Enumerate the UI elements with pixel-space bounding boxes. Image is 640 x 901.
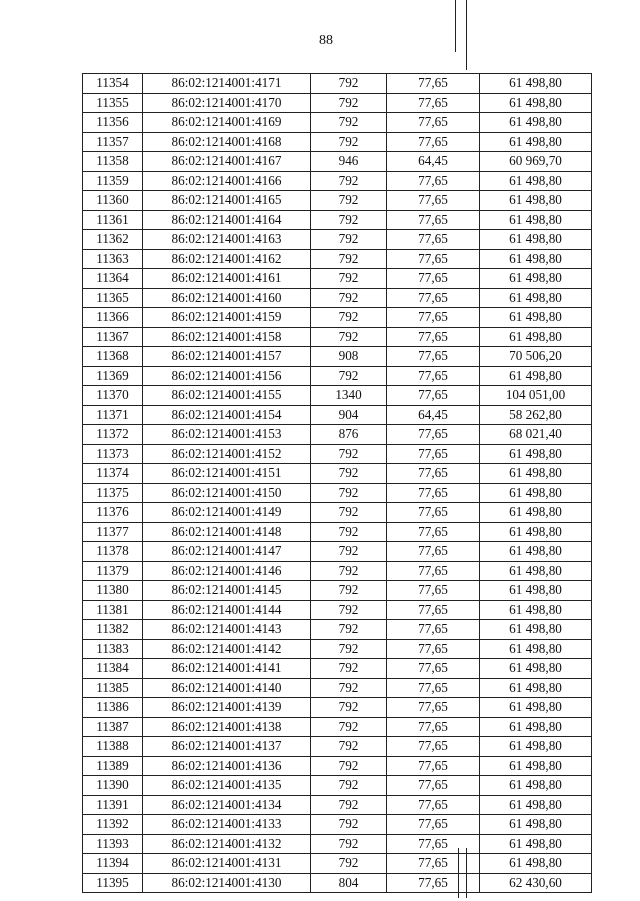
table-row — [83, 483, 592, 503]
row-number-cell: 11372 — [83, 425, 143, 445]
row-number-cell: 11394 — [83, 854, 143, 874]
table-row — [83, 464, 592, 484]
row-number-cell: 11386 — [83, 698, 143, 718]
cadastral-number-cell: 86:02:1214001:4156 — [143, 366, 311, 386]
rate-cell: 77,65 — [387, 600, 480, 620]
area-cell: 792 — [311, 542, 387, 562]
row-number-cell: 11377 — [83, 522, 143, 542]
amount-cell: 61 498,80 — [480, 210, 592, 230]
rate-cell: 77,65 — [387, 288, 480, 308]
area-cell: 792 — [311, 776, 387, 796]
amount-cell: 61 498,80 — [480, 288, 592, 308]
row-number-cell: 11365 — [83, 288, 143, 308]
area-cell: 792 — [311, 249, 387, 269]
amount-cell: 61 498,80 — [480, 815, 592, 835]
area-cell: 792 — [311, 464, 387, 484]
rate-cell: 77,65 — [387, 191, 480, 211]
table-row — [83, 444, 592, 464]
area-cell: 792 — [311, 327, 387, 347]
cadastral-number-cell: 86:02:1214001:4138 — [143, 717, 311, 737]
row-number-cell: 11393 — [83, 834, 143, 854]
area-cell: 792 — [311, 171, 387, 191]
row-number-cell: 11355 — [83, 93, 143, 113]
table-row — [83, 659, 592, 679]
rate-cell: 77,65 — [387, 522, 480, 542]
table-row — [83, 93, 592, 113]
cadastral-number-cell: 86:02:1214001:4141 — [143, 659, 311, 679]
amount-cell: 61 498,80 — [480, 834, 592, 854]
amount-cell: 61 498,80 — [480, 230, 592, 250]
rate-cell: 77,65 — [387, 620, 480, 640]
amount-cell: 61 498,80 — [480, 113, 592, 133]
table-row — [83, 737, 592, 757]
rate-cell: 77,65 — [387, 834, 480, 854]
cadastral-number-cell: 86:02:1214001:4163 — [143, 230, 311, 250]
rate-cell: 77,65 — [387, 795, 480, 815]
table-row — [83, 503, 592, 523]
cadastral-number-cell: 86:02:1214001:4147 — [143, 542, 311, 562]
cadastral-number-cell: 86:02:1214001:4159 — [143, 308, 311, 328]
area-cell: 792 — [311, 132, 387, 152]
amount-cell: 61 498,80 — [480, 678, 592, 698]
row-number-cell: 11374 — [83, 464, 143, 484]
table-row — [83, 581, 592, 601]
row-number-cell: 11390 — [83, 776, 143, 796]
area-cell: 1340 — [311, 386, 387, 406]
area-cell: 804 — [311, 873, 387, 893]
rate-cell: 77,65 — [387, 171, 480, 191]
cadastral-number-cell: 86:02:1214001:4166 — [143, 171, 311, 191]
table-row — [83, 347, 592, 367]
amount-cell: 61 498,80 — [480, 132, 592, 152]
row-number-cell: 11357 — [83, 132, 143, 152]
rate-cell: 77,65 — [387, 210, 480, 230]
cadastral-number-cell: 86:02:1214001:4155 — [143, 386, 311, 406]
amount-cell: 61 498,80 — [480, 561, 592, 581]
table-row — [83, 425, 592, 445]
rate-cell: 77,65 — [387, 639, 480, 659]
area-cell: 792 — [311, 581, 387, 601]
row-number-cell: 11391 — [83, 795, 143, 815]
cadastral-number-cell: 86:02:1214001:4152 — [143, 444, 311, 464]
row-number-cell: 11383 — [83, 639, 143, 659]
table-row — [83, 366, 592, 386]
amount-cell: 61 498,80 — [480, 542, 592, 562]
row-number-cell: 11382 — [83, 620, 143, 640]
rate-cell: 77,65 — [387, 74, 480, 94]
table-row — [83, 74, 592, 94]
rate-cell: 77,65 — [387, 873, 480, 893]
table-row — [83, 405, 592, 425]
table-row — [83, 542, 592, 562]
table-row — [83, 717, 592, 737]
amount-cell: 61 498,80 — [480, 366, 592, 386]
area-cell: 792 — [311, 366, 387, 386]
cadastral-number-cell: 86:02:1214001:4142 — [143, 639, 311, 659]
row-number-cell: 11367 — [83, 327, 143, 347]
row-number-cell: 11361 — [83, 210, 143, 230]
rate-cell: 77,65 — [387, 776, 480, 796]
table-row — [83, 288, 592, 308]
amount-cell: 61 498,80 — [480, 854, 592, 874]
amount-cell: 61 498,80 — [480, 249, 592, 269]
amount-cell: 61 498,80 — [480, 308, 592, 328]
rate-cell: 77,65 — [387, 347, 480, 367]
area-cell: 792 — [311, 522, 387, 542]
cadastral-number-cell: 86:02:1214001:4134 — [143, 795, 311, 815]
rate-cell: 77,65 — [387, 93, 480, 113]
amount-cell: 61 498,80 — [480, 776, 592, 796]
row-number-cell: 11395 — [83, 873, 143, 893]
cadastral-number-cell: 86:02:1214001:4146 — [143, 561, 311, 581]
table-row — [83, 249, 592, 269]
area-cell: 792 — [311, 191, 387, 211]
cadastral-number-cell: 86:02:1214001:4139 — [143, 698, 311, 718]
amount-cell: 61 498,80 — [480, 756, 592, 776]
table-row — [83, 561, 592, 581]
table-row — [83, 756, 592, 776]
row-number-cell: 11364 — [83, 269, 143, 289]
row-number-cell: 11356 — [83, 113, 143, 133]
amount-cell: 61 498,80 — [480, 620, 592, 640]
area-cell: 792 — [311, 678, 387, 698]
area-cell: 792 — [311, 74, 387, 94]
table-row — [83, 854, 592, 874]
row-number-cell: 11371 — [83, 405, 143, 425]
amount-cell: 61 498,80 — [480, 74, 592, 94]
table-row — [83, 210, 592, 230]
area-cell: 792 — [311, 210, 387, 230]
table-row — [83, 191, 592, 211]
rate-cell: 77,65 — [387, 269, 480, 289]
rate-cell: 77,65 — [387, 113, 480, 133]
rate-cell: 77,65 — [387, 815, 480, 835]
area-cell: 792 — [311, 113, 387, 133]
rate-cell: 77,65 — [387, 230, 480, 250]
amount-cell: 61 498,80 — [480, 639, 592, 659]
cadastral-number-cell: 86:02:1214001:4169 — [143, 113, 311, 133]
cadastral-number-cell: 86:02:1214001:4162 — [143, 249, 311, 269]
cadastral-number-cell: 86:02:1214001:4148 — [143, 522, 311, 542]
rate-cell: 77,65 — [387, 756, 480, 776]
row-number-cell: 11366 — [83, 308, 143, 328]
row-number-cell: 11370 — [83, 386, 143, 406]
area-cell: 792 — [311, 288, 387, 308]
rate-cell: 77,65 — [387, 737, 480, 757]
area-cell: 792 — [311, 269, 387, 289]
table-row — [83, 152, 592, 172]
cadastral-number-cell: 86:02:1214001:4140 — [143, 678, 311, 698]
cadastral-number-cell: 86:02:1214001:4132 — [143, 834, 311, 854]
rate-cell: 77,65 — [387, 327, 480, 347]
table-row — [83, 327, 592, 347]
page-number: 88 — [319, 33, 333, 48]
rate-cell: 77,65 — [387, 483, 480, 503]
cadastral-number-cell: 86:02:1214001:4168 — [143, 132, 311, 152]
table-row — [83, 230, 592, 250]
amount-cell: 61 498,80 — [480, 737, 592, 757]
cadastral-number-cell: 86:02:1214001:4161 — [143, 269, 311, 289]
cadastral-number-cell: 86:02:1214001:4150 — [143, 483, 311, 503]
table-row — [83, 815, 592, 835]
table-row — [83, 600, 592, 620]
cadastral-number-cell: 86:02:1214001:4160 — [143, 288, 311, 308]
table-row — [83, 698, 592, 718]
amount-cell: 61 498,80 — [480, 503, 592, 523]
rate-cell: 77,65 — [387, 308, 480, 328]
amount-cell: 61 498,80 — [480, 171, 592, 191]
rate-cell: 77,65 — [387, 249, 480, 269]
row-number-cell: 11354 — [83, 74, 143, 94]
cadastral-number-cell: 86:02:1214001:4131 — [143, 854, 311, 874]
table-row — [83, 308, 592, 328]
table-row — [83, 639, 592, 659]
rate-cell: 77,65 — [387, 132, 480, 152]
row-number-cell: 11385 — [83, 678, 143, 698]
area-cell: 792 — [311, 639, 387, 659]
area-cell: 792 — [311, 795, 387, 815]
table-row — [83, 776, 592, 796]
table-row — [83, 795, 592, 815]
row-number-cell: 11362 — [83, 230, 143, 250]
rate-cell: 64,45 — [387, 152, 480, 172]
cadastral-number-cell: 86:02:1214001:4165 — [143, 191, 311, 211]
cadastral-number-cell: 86:02:1214001:4144 — [143, 600, 311, 620]
cadastral-number-cell: 86:02:1214001:4153 — [143, 425, 311, 445]
cadastral-number-cell: 86:02:1214001:4157 — [143, 347, 311, 367]
rate-cell: 77,65 — [387, 425, 480, 445]
rate-cell: 77,65 — [387, 854, 480, 874]
cadastral-number-cell: 86:02:1214001:4158 — [143, 327, 311, 347]
area-cell: 946 — [311, 152, 387, 172]
row-number-cell: 11381 — [83, 600, 143, 620]
area-cell: 792 — [311, 600, 387, 620]
table-row — [83, 678, 592, 698]
cadastral-number-cell: 86:02:1214001:4151 — [143, 464, 311, 484]
amount-cell: 61 498,80 — [480, 600, 592, 620]
amount-cell: 60 969,70 — [480, 152, 592, 172]
rate-cell: 77,65 — [387, 678, 480, 698]
rate-cell: 77,65 — [387, 698, 480, 718]
rate-cell: 77,65 — [387, 386, 480, 406]
cadastral-number-cell: 86:02:1214001:4171 — [143, 74, 311, 94]
table-row — [83, 171, 592, 191]
row-number-cell: 11384 — [83, 659, 143, 679]
rate-cell: 77,65 — [387, 542, 480, 562]
area-cell: 792 — [311, 503, 387, 523]
table-row — [83, 620, 592, 640]
area-cell: 792 — [311, 717, 387, 737]
area-cell: 792 — [311, 659, 387, 679]
table-row — [83, 113, 592, 133]
row-number-cell: 11363 — [83, 249, 143, 269]
rate-cell: 77,65 — [387, 366, 480, 386]
parcel-table — [82, 73, 592, 893]
amount-cell: 61 498,80 — [480, 698, 592, 718]
rate-cell: 77,65 — [387, 581, 480, 601]
amount-cell: 61 498,80 — [480, 464, 592, 484]
amount-cell: 61 498,80 — [480, 795, 592, 815]
cadastral-number-cell: 86:02:1214001:4136 — [143, 756, 311, 776]
table-row — [83, 522, 592, 542]
table-row — [83, 386, 592, 406]
area-cell: 792 — [311, 93, 387, 113]
cadastral-number-cell: 86:02:1214001:4149 — [143, 503, 311, 523]
area-cell: 792 — [311, 698, 387, 718]
cadastral-number-cell: 86:02:1214001:4170 — [143, 93, 311, 113]
area-cell: 792 — [311, 561, 387, 581]
row-number-cell: 11368 — [83, 347, 143, 367]
scan-artifact-line — [455, 0, 456, 52]
cadastral-number-cell: 86:02:1214001:4133 — [143, 815, 311, 835]
area-cell: 792 — [311, 620, 387, 640]
rate-cell: 77,65 — [387, 717, 480, 737]
row-number-cell: 11379 — [83, 561, 143, 581]
row-number-cell: 11389 — [83, 756, 143, 776]
amount-cell: 61 498,80 — [480, 581, 592, 601]
row-number-cell: 11369 — [83, 366, 143, 386]
area-cell: 792 — [311, 834, 387, 854]
table-row — [83, 132, 592, 152]
amount-cell: 61 498,80 — [480, 269, 592, 289]
cadastral-number-cell: 86:02:1214001:4143 — [143, 620, 311, 640]
amount-cell: 61 498,80 — [480, 483, 592, 503]
area-cell: 876 — [311, 425, 387, 445]
row-number-cell: 11360 — [83, 191, 143, 211]
rate-cell: 77,65 — [387, 444, 480, 464]
cadastral-number-cell: 86:02:1214001:4164 — [143, 210, 311, 230]
rate-cell: 77,65 — [387, 503, 480, 523]
amount-cell: 61 498,80 — [480, 717, 592, 737]
row-number-cell: 11392 — [83, 815, 143, 835]
area-cell: 792 — [311, 308, 387, 328]
amount-cell: 104 051,00 — [480, 386, 592, 406]
rate-cell: 77,65 — [387, 464, 480, 484]
amount-cell: 68 021,40 — [480, 425, 592, 445]
row-number-cell: 11387 — [83, 717, 143, 737]
amount-cell: 61 498,80 — [480, 191, 592, 211]
area-cell: 792 — [311, 815, 387, 835]
cadastral-number-cell: 86:02:1214001:4167 — [143, 152, 311, 172]
area-cell: 792 — [311, 483, 387, 503]
amount-cell: 70 506,20 — [480, 347, 592, 367]
rate-cell: 64,45 — [387, 405, 480, 425]
cadastral-number-cell: 86:02:1214001:4145 — [143, 581, 311, 601]
amount-cell: 61 498,80 — [480, 522, 592, 542]
cadastral-number-cell: 86:02:1214001:4154 — [143, 405, 311, 425]
amount-cell: 61 498,80 — [480, 444, 592, 464]
area-cell: 908 — [311, 347, 387, 367]
area-cell: 792 — [311, 230, 387, 250]
row-number-cell: 11359 — [83, 171, 143, 191]
parcel-table-body — [83, 74, 592, 893]
amount-cell: 62 430,60 — [480, 873, 592, 893]
area-cell: 792 — [311, 854, 387, 874]
amount-cell: 58 262,80 — [480, 405, 592, 425]
rate-cell: 77,65 — [387, 561, 480, 581]
amount-cell: 61 498,80 — [480, 327, 592, 347]
scan-artifact-line — [466, 0, 467, 70]
area-cell: 792 — [311, 737, 387, 757]
cadastral-number-cell: 86:02:1214001:4130 — [143, 873, 311, 893]
row-number-cell: 11358 — [83, 152, 143, 172]
table-row — [83, 873, 592, 893]
area-cell: 792 — [311, 444, 387, 464]
amount-cell: 61 498,80 — [480, 659, 592, 679]
area-cell: 904 — [311, 405, 387, 425]
cadastral-number-cell: 86:02:1214001:4135 — [143, 776, 311, 796]
row-number-cell: 11378 — [83, 542, 143, 562]
area-cell: 792 — [311, 756, 387, 776]
row-number-cell: 11388 — [83, 737, 143, 757]
amount-cell: 61 498,80 — [480, 93, 592, 113]
row-number-cell: 11375 — [83, 483, 143, 503]
rate-cell: 77,65 — [387, 659, 480, 679]
row-number-cell: 11380 — [83, 581, 143, 601]
cadastral-number-cell: 86:02:1214001:4137 — [143, 737, 311, 757]
row-number-cell: 11373 — [83, 444, 143, 464]
table-row — [83, 269, 592, 289]
table-row — [83, 834, 592, 854]
row-number-cell: 11376 — [83, 503, 143, 523]
